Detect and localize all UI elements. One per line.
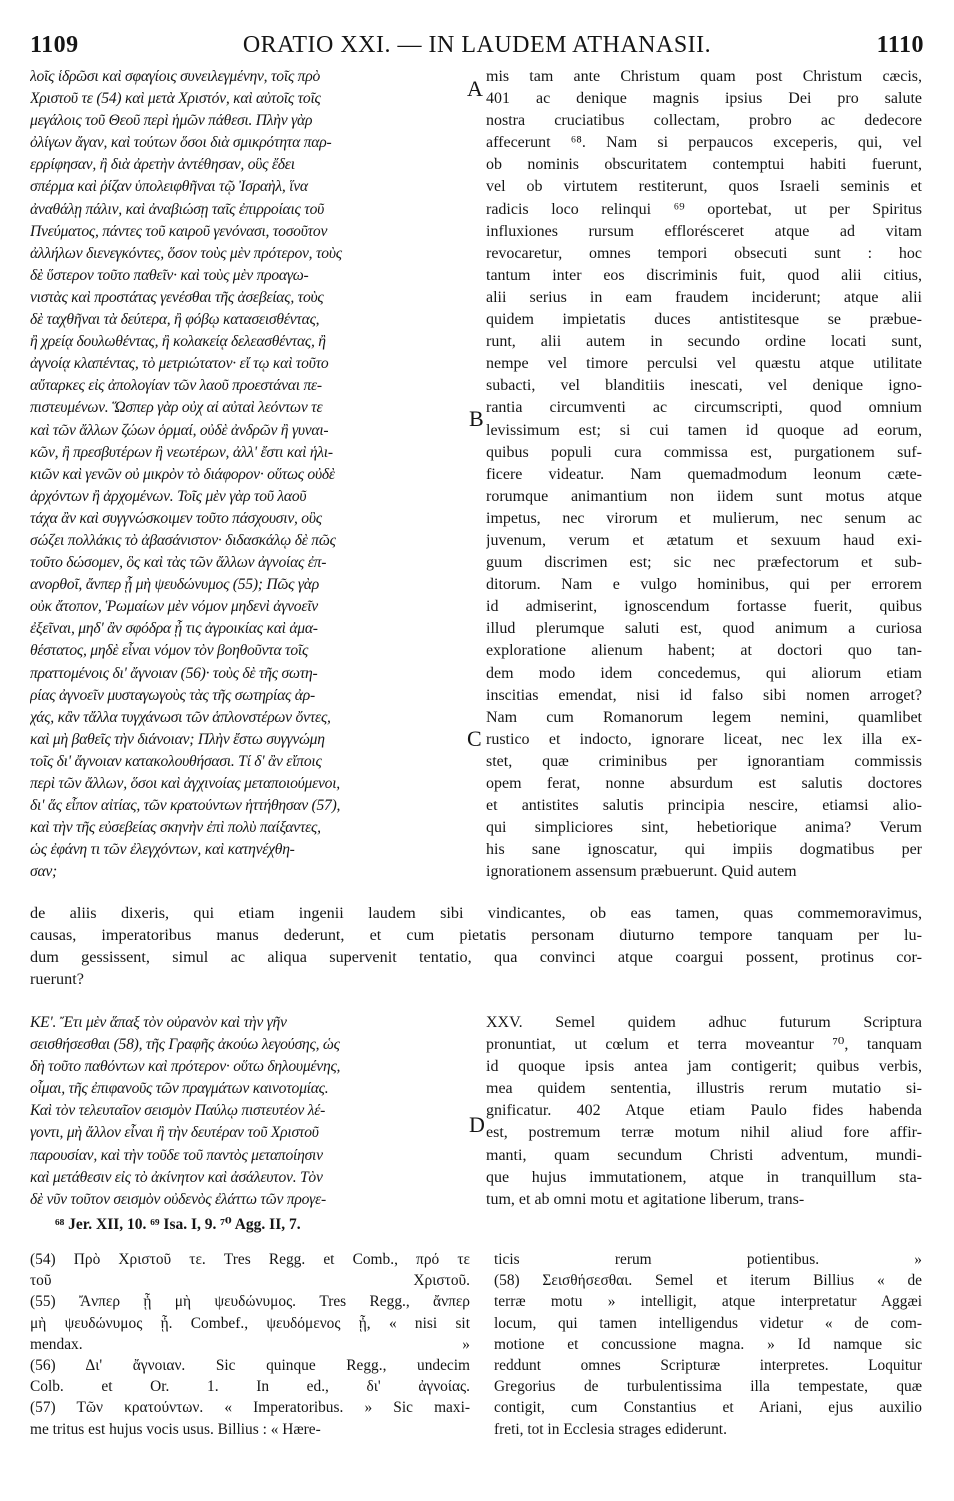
greek-text-line: θέστατος, μηδὲ εἶναι νόμον τὸν βοηθοῦντα τοῖς [30,642,309,660]
latin-text-line: ditorum. Nam e vulgo hominibus, qui per errorem [486,576,922,594]
greek-text-line: Καὶ τὸν τελευταῖον σεισμὸν Παύλῳ πιστευτέον λέ- [30,1102,326,1120]
greek-text-line: σαν; [30,863,57,881]
greek-text-line: ὀλίγων ἄγαν, καὶ τούτων ὅσοι διὰ σμικρότητα παρ- [30,134,332,152]
greek-text-line: ἢ χρείᾳ δουλωθέντας, ἢ κολακείᾳ δελεασθέντας, ἢ [30,333,326,351]
latin-text-line: impetus, nec virorum et mulierum, nec senum ac [486,509,922,527]
latin-text-line: rorumque animantium non iidem sunt motus atque [486,487,922,505]
greek-column-top [30,66,468,883]
greek-text-line: καὶ τὴν τῆς εὐσεβείας σκηνὴν ἐπὶ πολὺ παίξαντες, [30,819,321,837]
greek-text-line: δὲ ταχθῆναι τὰ δεύτερα, ἢ φόβῳ κατασεισθέντας, [30,311,320,329]
footnote-line: locum, qui tamen intelligendus videtur « de com- [494,1314,922,1332]
greek-text-line: πραττομένοις δι' ἄγνοιαν (56)· τοὺς δὲ τῆς σωτη- [30,664,318,682]
latin-text-line: 401 ac denique magnis ipsius Dei pro salute [486,90,922,108]
latin-text-line: rustico et indocto, ignorare liceat, nec lex illa ex- [486,730,922,748]
footnote-line: terræ motu » intelligit, atque interpretatur Aggæi [494,1293,922,1311]
greek-text-line: σπέρμα καὶ ῥίζαν ὑπολειφθῆναι τῷ Ἰσραὴλ, ἵνα [30,178,308,196]
greek-text-line: σεισθήσεσθαι (58), τῆς Γραφῆς ἀκούω λεγούσης, ὡς [30,1036,340,1054]
latin-text-line: que hujus immutationem, atque in tranquillum sta- [486,1168,922,1186]
greek-text-line: ἀρχόντων ἢ ἀρχομένων. Τοῖς μὲν γὰρ τοῦ λαοῦ [30,487,307,505]
footnote-line: Gregorius de turbulentissima illa tempestate, quæ [494,1378,922,1396]
greek-text-line: καὶ τῶν ἄλλων ζώων ὁρμαί, οὐδὲ ἀνδρῶν ἢ γυναι- [30,421,329,439]
latin-text-line: radicis loco relinqui ⁶⁹ oportebat, ut per Spiritus [486,200,922,218]
latin-text-line: mea quidem sententia, illustris rerum mutatio si- [486,1080,922,1098]
greek-text-line: δὲ ὕστερον τοῦτο παθεῖν· καὶ τοὺς μὲν προαγω- [30,266,309,284]
latin-text-line: qui simpliciores sint, hebetiorique anima? Verum [486,819,922,837]
margin-marker-b: B [469,406,484,431]
greek-text-line: χάς, κἂν τἄλλα τυγχάνωσι τῶν ἁπλονστέρων ὄντες, [30,708,331,726]
latin-text-line: levissimum est; si cui tamen id quoque ad eorum, [486,421,922,439]
footnote-line: mendax. » [30,1335,470,1353]
greek-text-line: Πνεύματος, πάντες τοῦ καιροῦ γενόνασι, τοσοῦτον [30,222,328,240]
greek-text-line: λοῖς ἱδρῶσι καὶ σφαγίοις συνειλεγμένην, τοῖς πρὸ [30,68,321,85]
latin-text-line: dem modo idem concedemus, qui aliorum etiam [486,664,922,682]
greek-text-line: νιστὰς καὶ προστάτας γενέσθαι τῆς ἀσεβείας, τοὺς [30,288,324,306]
greek-text-line: οὐκ ἄτοπον, Ῥωμαίων μὲν νόμον μηδενὶ ἀγνοεῖν [30,598,318,616]
running-title: ORATIO XXI. — IN LAUDEM ATHANASII. [242,32,712,58]
latin-text-line: quibus populi cura commissa est, purgationem suf- [486,443,922,461]
greek-text-line: πιστευμένων. Ὥσπερ γὰρ οὐχ αἱ αὐταὶ λεόντων τε [30,399,323,417]
greek-text-line: περὶ τῶν ἄλλων, ὅσοι καὶ ἀγχινοίας μεταποιούμενοι, [30,775,340,792]
greek-text-line: αὔταρκες εἰς ἀπολογίαν τῶν λαοῦ προεστάναι πε- [30,377,322,395]
footnotes-left [30,1249,470,1440]
greek-text-line: τοῦτο δώσομεν, ὃς καὶ τὰς τῶν ἄλλων ἀγνοίας ἐπ- [30,554,327,572]
margin-marker-a: A [467,76,483,101]
page-number-left: 1109 [30,32,79,58]
latin-text-line: mis tam ante Christum quam post Christum cæcis, [486,68,922,85]
latin-text-line: illud plerumque saluti est, quod animum a curiosa [486,620,922,638]
footnote-line: ticis rerum potientibus. » [494,1251,922,1268]
greek-text-line: Χριστοῦ τε (54) καὶ μετὰ Χριστόν, καὶ αὐτοῖς τοῖς [30,90,321,108]
margin-marker-d: D [469,1112,485,1137]
footnote-line: (55) Ἄνπερ ᾖ μὴ ψευδώνυμος. Tres Regg., ἄνπερ [30,1293,470,1311]
greek-text-line: γοντι, μὴ ἄλλον εἶναι ἢ τὴν δευτέραν τοῦ Χριστοῦ [30,1124,319,1142]
greek-text-line: δι' ἅς εἶπον αἰτίας, τῶν κρατούντων ἡττήθησαν (57), [30,797,341,815]
footnote-line: motione et concussione magna. » Id namque sic [494,1335,922,1353]
greek-text-line: κῶν, ἢ πρεσβυτέρων ἢ νεωτέρων, ἀλλ' ἔστι καὶ ἡλι- [30,443,333,461]
latin-text-line: exploratione alienum habent; at doctori quo tan- [486,642,922,660]
greek-text-line: καὶ μετάθεσιν εἰς τὸ ἀκίνητον καὶ ἀσάλευτον. Τὸν [30,1168,323,1186]
greek-text-line: δὴ τοῦτο παθόντων καὶ πρότερον· οὕτω δηλουμένης, [30,1058,341,1076]
greek-text-line: κιῶν καὶ γενῶν οὐ μικρὸν τὸ διάφορον· οὕτως οὐδὲ [30,465,335,483]
latin-column-top [486,66,922,883]
latin-text-line: rantia circumventi ac circumscripti, quod omnium [486,399,922,417]
greek-text-line: ερρίφησαν, ἢ διὰ ἀρετὴν ἀντέθησαν, οὓς ἔδει [30,156,295,174]
footnote-line: me tritus est hujus vocis usus. Billius : « Hære- [30,1420,321,1438]
greek-text-line: ανορθοῖ, ἄνπερ ᾖ μὴ ψευδώνυμος (55); Πῶς γὰρ [30,576,319,594]
footnote-line: freti, tot in Ecclesia strages ediderunt. [494,1420,727,1438]
greek-text-line: σώζει πολλάκις τὸ ἀβασάνιστον· διδασκάλῳ δὲ πῶς [30,531,336,549]
greek-text-line: ὡς ἐφάνη τι τῶν ἐλεγχόντων, καὶ κατηνέχθη- [30,841,295,859]
greek-text-line: τάχα ἂν καὶ συγγνώσκοιμεν τοῦτο πάσχουσιν, οὓς [30,509,322,527]
latin-text-line: alii serius in eam fraudem inciderunt; atque alii [486,288,922,306]
footnote-line: Colb. et Or. 1. In ed., δι' ἀγνοίας. [30,1378,470,1396]
latin-text-line: gnificatur. 402 Atque etiam Paulo fides habenda [486,1102,922,1120]
latin-text-line: ob nominis obscuritatem contemptui habiti fuerunt, [486,156,922,174]
footnote-line: (58) Σεισθήσεσθαι. Semel et iterum Billius « de [494,1272,922,1290]
latin-text-line: inscitias emendat, nisi id falso sibi nomen arroget? [486,686,922,704]
latin-wide-line: de aliis dixeris, qui etiam ingenii laudem sibi vindicantes, ob eas tamen, quas commemoravimus, [30,904,922,922]
latin-text-line: nostra cruciatibus collectam, probro ac dedecore [486,112,922,130]
greek-text-line: ἀλλήλων διενεγκόντες, ὅσον τοὺς μὲν πρότερον, τοὺς [30,244,342,262]
latin-wide-line: dum gessissent, simul ac aliqua supervenit tentatio, qua convinci atque coargui possent, protinus cor- [30,948,922,967]
latin-text-line: vel ob virtutem restiterunt, quos Israeli seminis et [486,178,922,196]
latin-text-line: et antistites salutis principia nescire, etiamsi alio- [486,797,922,815]
greek-text-line: ἀγνοίᾳ κλαπέντας, τὸ μετριώτατον· εἴ τῳ καὶ τοῦτο [30,355,329,373]
page-header [30,32,924,62]
latin-text-line: revocaretur, omnes tempori obsecuti sunt : hoc [486,244,922,262]
latin-text-line: influxiones rursum efflorésceret atque ad vitam [486,222,922,240]
latin-wide-paragraph [30,902,922,990]
footnote-line: reddunt omnes Scripturæ interpretes. Loquitur [494,1357,922,1375]
latin-text-line: subacti, vel blanditiis inescati, vel denique igno- [486,377,922,395]
footnote-line: (57) Τῶν κρατούντων. « Imperatoribus. » Sic maxi- [30,1399,470,1417]
footnote-line: μὴ ψευδώνυμος ᾖ. Combef., ψευδόμενος ᾖ, « nisi sit [30,1314,470,1332]
footnotes-right [494,1249,922,1440]
greek-text-line: ΚΕ'. Ἔτι μὲν ἅπαξ τὸν οὐρανὸν καὶ τὴν γῆν [30,1014,287,1031]
greek-text-line: καὶ μὴ βαθεῖς τὴν διάνοιαν; Πλὴν ἔστω συγγνώμη [30,730,325,748]
latin-wide-line: ruerunt? [30,970,84,989]
margin-marker-c: C [467,726,482,751]
latin-text-line: runt, alii autem in secundo ordine locati sunt, [486,333,922,351]
greek-text-line: ἀναθάλῃ πάλιν, καὶ ἀναβιώσῃ ταῖς ἐπιρροίαις τοῦ [30,200,325,218]
latin-wide-line: causas, imperatoribus manus dederunt, et cum pietatis personam diuturno tempore tanquam per lu- [30,926,922,945]
latin-text-line: tum, et ab omni motu et agitatione liberum, trans- [486,1190,805,1208]
greek-text-line: τοῖς δι' ἄγνοιαν κατακολουθήσασι. Τί δ' ἂν εἴποις [30,752,322,770]
greek-column-bottom [30,1012,468,1211]
footnote-line: contigit, cum Constantius et Ariani, ejus auxilio [494,1399,922,1417]
scripture-references: ⁶⁸ Jer. XII, 10. ⁶⁹ Isa. I, 9. ⁷⁰ Agg. II, 7. [55,1216,301,1233]
greek-text-line: δὲ νῦν τοῦτον σεισμὸν οὐδενὸς ἐλάττω τῶν προγε- [30,1190,326,1208]
greek-text-line: ρίας ἀγνοεῖν μυσταγωγοὺς τὰς τῆς σωτηρίας ἀρ- [30,686,315,704]
latin-text-line: quidem impietatis duces antistitesque se præbue- [486,311,922,329]
latin-text-line: ficere videatur. Nam quemadmodum leonum cæte- [486,465,922,483]
latin-column-bottom [486,1012,922,1211]
latin-text-line: juvenum, verum et ætatum et sexuum haud exi- [486,531,922,549]
latin-text-line: id admiserint, ignoscendum fortasse fuerit, quibus [486,598,922,616]
latin-text-line: tantum inter eos discriminis fuit, quod alii citius, [486,266,922,284]
greek-text-line: ἐξεῖναι, μηδ' ἂν σφόδρα ᾖ τις ἀγροικίας καὶ ἀμα- [30,620,318,638]
page-number-right: 1110 [876,32,924,58]
latin-text-line: stet, quæ criminibus per ignorantiam commissis [486,752,922,770]
greek-text-line: παρουσίαν, καὶ τὴν τοῦδε τοῦ παντὸς μεταποίησιν [30,1146,323,1164]
latin-text-line: pronuntiat, ut cœlum et terra moveantur ⁷⁰, tanquam [486,1036,922,1054]
latin-text-line: affecerunt ⁶⁸. Nam si perpaucos exceperis, qui, vel [486,134,922,152]
latin-text-line: est, postremum terræ motum nihil aliud fore affir- [486,1124,922,1142]
latin-text-line: manti, quam secundum Christi adventum, mundi- [486,1146,922,1164]
latin-text-line: opem ferat, nonne absurdum est salutis doctores [486,775,922,792]
greek-text-line: οἶμαι, τῆς ἐπιφανοῦς τῶν πραγμάτων καινοτομίας. [30,1080,329,1098]
latin-text-line: his sane ignoscatur, qui impiis dogmatibus per [486,841,922,859]
greek-text-line: μεγάλοις τοῦ Θεοῦ περὶ ἡμῶν πάθεσι. Πλὴν γὰρ [30,112,313,130]
latin-text-line: guum discrimen est; sic nec præfectorum et sub- [486,554,922,572]
latin-text-line: ignorationem assensum præbuerunt. Quid autem [486,863,797,881]
footnote-line: τοῦ Χριστοῦ. [30,1272,470,1290]
latin-text-line: Nam cum Romanorum legem nemini, quamlibet [486,708,922,726]
latin-text-line: id quoque ipsis antea jam contigerit; quibus verbis, [486,1058,922,1076]
latin-text-line: nempe vel timore perculsi vel quæstu atque utilitate [486,355,922,373]
footnote-line: (54) Πρὸ Χριστοῦ τε. Tres Regg. et Comb., πρό τε [30,1251,470,1268]
footnote-line: (56) Δι' ἄγνοιαν. Sic quinque Regg., undecim [30,1357,470,1375]
latin-text-line: XXV. Semel quidem adhuc futurum Scriptura [486,1014,922,1031]
